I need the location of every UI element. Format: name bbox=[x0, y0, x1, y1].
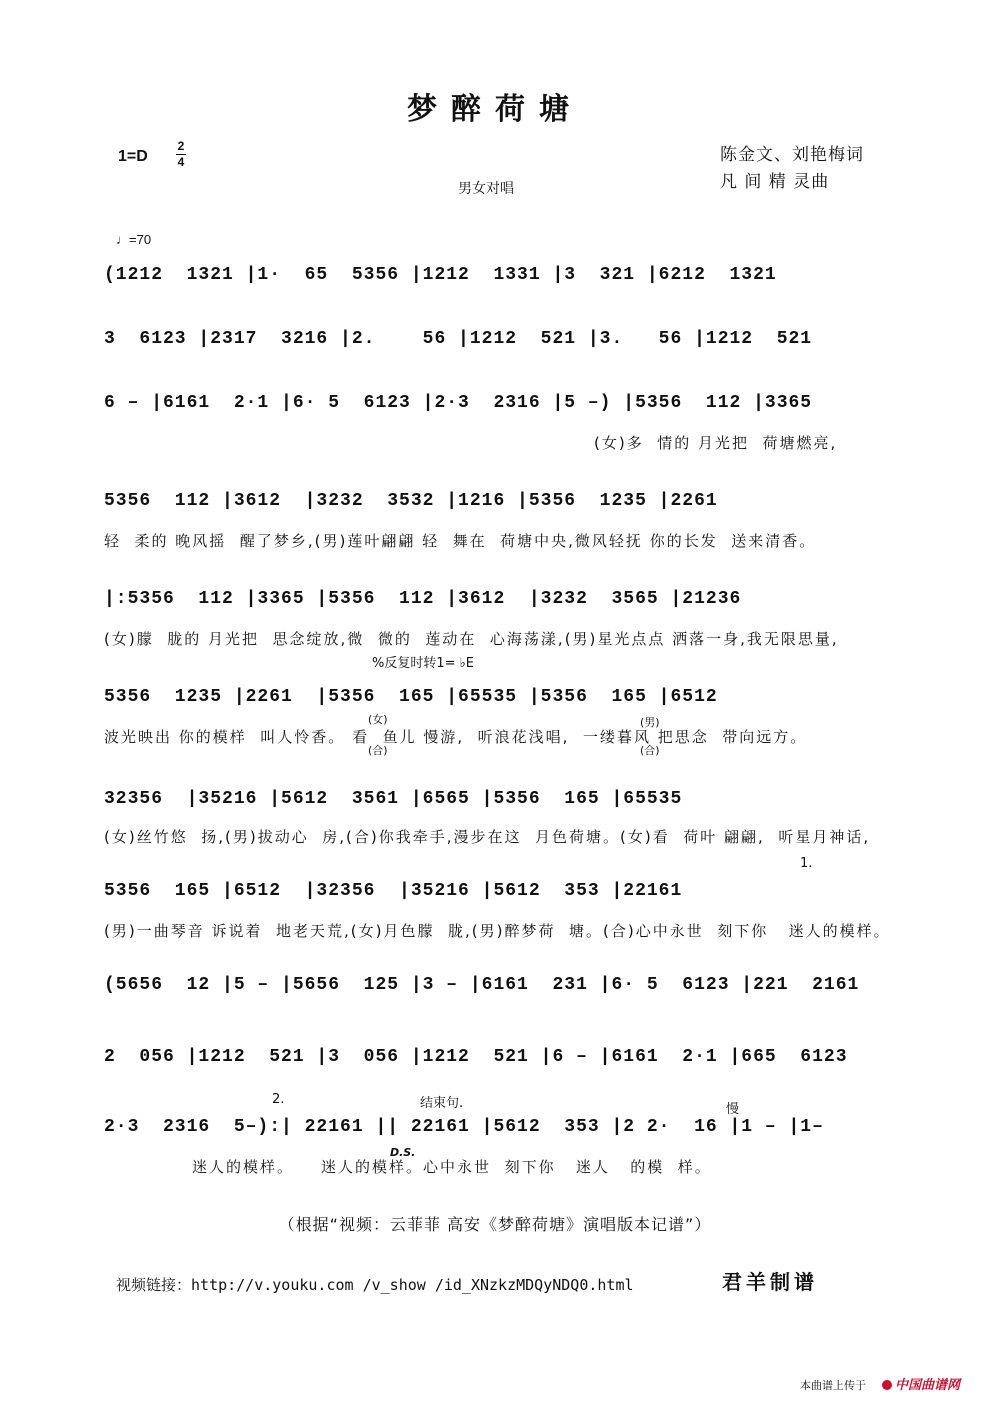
ending-phrase-marking: 结束句. bbox=[420, 1096, 464, 1111]
source-note: （根据“视频：云菲菲 高安《梦醉荷塘》演唱版本记谱”） bbox=[278, 1215, 712, 1234]
staff-notes: 6 – |6161 2·1 |6· 5 6123 |2·3 2316 |5 –) |5356 112 |3365 bbox=[104, 393, 813, 413]
staff-row-8 bbox=[104, 874, 894, 908]
site-logo[interactable] bbox=[882, 1374, 960, 1393]
staff-row-10 bbox=[104, 1040, 894, 1074]
upload-note: 本曲谱上传于 bbox=[800, 1379, 866, 1392]
voice-label-together-2: (合) bbox=[640, 744, 660, 757]
staff-row-3 bbox=[104, 386, 894, 420]
time-signature bbox=[176, 140, 186, 169]
second-ending-marking: 2. bbox=[272, 1092, 285, 1107]
voice-label-male: (男) bbox=[640, 716, 660, 729]
staff-notes: 5356 112 |3612 |3232 3532 |1216 |5356 1235 |2261 bbox=[104, 491, 718, 511]
lyric-row-6: 波光映出 你的模样 叫人怜香。 看 鱼儿 慢游, 听浪花浅唱, 一缕暮风 把思念 带向远方。 bbox=[104, 728, 808, 746]
staff-notes: (5656 12 |5 – |5656 125 |3 – |6161 231 |6· 5 6123 |221 2161 bbox=[104, 975, 860, 995]
staff-row-1 bbox=[104, 258, 894, 292]
composer-credit: 凡 间 精 灵曲 bbox=[720, 172, 830, 192]
staff-row-9 bbox=[104, 968, 894, 1002]
time-signature-bottom: 4 bbox=[177, 155, 185, 169]
staff-row-2 bbox=[104, 322, 894, 356]
staff-notes: 2·3 2316 5–):| 22161 || 22161 |5612 353 |2 2· 16 |1 – |1– bbox=[104, 1117, 824, 1137]
staff-row-7 bbox=[104, 782, 894, 816]
key-signature: 1=D bbox=[118, 148, 148, 165]
time-signature-top: 2 bbox=[177, 139, 185, 153]
slow-tempo-marking: 慢 bbox=[726, 1102, 740, 1117]
staff-notes: 2 056 |1212 521 |3 056 |1212 521 |6 – |6161 2·1 |665 6123 bbox=[104, 1047, 848, 1067]
staff-notes: 5356 165 |6512 |32356 |35216 |5612 353 |22161 bbox=[104, 881, 683, 901]
lyricist-credit: 陈金文、刘艳梅词 bbox=[720, 145, 864, 165]
performance-subtitle: 男女对唱 bbox=[458, 181, 514, 197]
tempo-marking: ♩=70 bbox=[116, 232, 152, 247]
lyric-row-4: 轻 柔的 晚风摇 醒了梦乡,(男)莲叶翩翩 轻 舞在 荷塘中央,微风轻抚 你的长发 送来清香。 bbox=[104, 532, 817, 550]
staff-row-11 bbox=[104, 1110, 894, 1144]
voice-label-together: (合) bbox=[368, 744, 388, 757]
staff-notes: 32356 |35216 |5612 3561 |6565 |5356 165 |65535 bbox=[104, 789, 683, 809]
lyric-row-7: (女)丝竹悠 扬,(男)拔动心 房,(合)你我牵手,漫步在这 月色荷塘。(女)看 荷叶 翩翩, 听星月神话, bbox=[104, 828, 871, 846]
lyric-row-11: 迷人的模样。 迷人的模样。心中永世 刻下你 迷人 的模 样。 bbox=[104, 1158, 712, 1176]
staff-notes: 3 6123 |2317 3216 |2. 56 |1212 521 |3. 56 |1212 521 bbox=[104, 329, 813, 349]
lyric-row-8: (男)一曲琴音 诉说着 地老天荒,(女)月色朦 胧,(男)醉梦荷 塘。(合)心中永世 刻下你 迷人的模样。 bbox=[104, 922, 891, 940]
staff-notes: |:5356 112 |3365 |5356 112 |3612 |3232 3565 |21236 bbox=[104, 589, 742, 609]
site-logo-text: 中国曲谱网 bbox=[895, 1378, 961, 1393]
staff-notes: (1212 1321 |1· 65 5356 |1212 1331 |3 321 |6212 1321 bbox=[104, 265, 777, 285]
lyric-row-5: (女)朦 胧的 月光把 思念绽放,微 微的 莲动在 心海荡漾,(男)星光点点 洒落一身,我无限思量, bbox=[104, 630, 839, 648]
lyric-row-3: (女)多 情的 月光把 荷塘燃亮, bbox=[594, 434, 838, 452]
first-ending-marking: 1. bbox=[800, 856, 813, 871]
site-logo-icon bbox=[882, 1380, 892, 1390]
staff-notes: 5356 1235 |2261 |5356 165 |65535 |5356 165 |6512 bbox=[104, 687, 718, 707]
video-link[interactable]: 视频链接：http://v.youku.com /v_show /id_XNzkzMDQyNDQ0.html bbox=[116, 1276, 634, 1294]
voice-label-female: (女) bbox=[368, 713, 388, 726]
staff-row-4 bbox=[104, 484, 894, 518]
repeat-modulation-marking: %反复时转1= ♭E bbox=[372, 656, 474, 671]
song-title: 梦醉荷塘 bbox=[407, 92, 583, 127]
staff-row-6 bbox=[104, 680, 894, 714]
staff-row-5 bbox=[104, 582, 894, 616]
dal-segno-marking: D.S. bbox=[390, 1146, 416, 1159]
arranger-signature: 君羊制谱 bbox=[722, 1270, 818, 1294]
